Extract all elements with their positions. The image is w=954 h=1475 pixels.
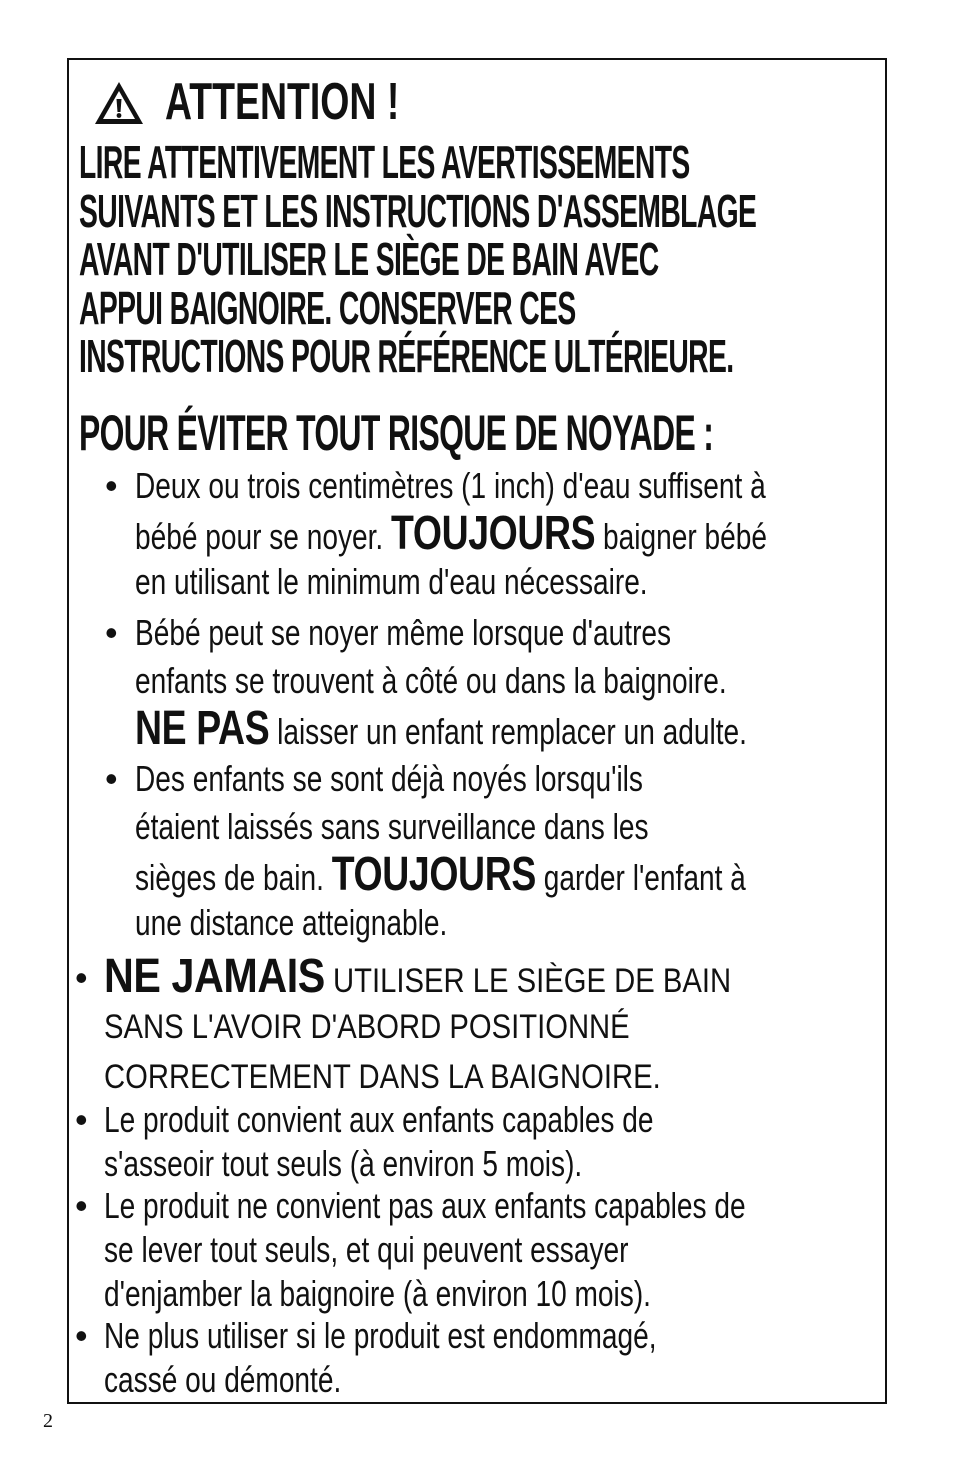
bullet-line <box>135 702 747 755</box>
bullet-marker: • <box>75 957 88 998</box>
line-text: Le produit ne convient pas aux enfants capables de <box>104 1185 746 1226</box>
bullet-line <box>104 952 731 1002</box>
line-text: Bébé peut se noyer même lorsque d'autres <box>135 612 672 653</box>
emphasis-keyword: TOUJOURS <box>331 848 536 901</box>
drowning-heading: POUR ÉVITER TOUT RISQUE DE NOYADE : <box>79 405 714 461</box>
intro-line: APPUI BAIGNOIRE. CONSERVER CES <box>79 281 576 334</box>
page-number: 2 <box>43 1410 53 1432</box>
bullet-line <box>135 558 767 606</box>
line-text: Des enfants se sont déjà noyés lorsqu'ils <box>135 758 643 799</box>
intro-line: LIRE ATTENTIVEMENT LES AVERTISSEMENTS <box>79 136 690 188</box>
bullet-marker: • <box>105 465 118 506</box>
bullet-text <box>104 1314 657 1402</box>
bullet-marker: • <box>105 758 118 799</box>
bullet-line <box>104 1098 654 1142</box>
warning-triangle-icon <box>93 80 145 126</box>
line-text: sièges de bain. <box>135 857 332 898</box>
line-text: d'enjamber la baignoire (à environ 10 mois). <box>104 1273 651 1314</box>
bullet-marker: • <box>75 1315 88 1356</box>
intro-line: INSTRUCTIONS POUR RÉFÉRENCE ULTÉRIEURE. <box>79 330 734 382</box>
bullet-text <box>135 462 767 606</box>
line-text: SANS L'AVOIR D'ABORD POSITIONNÉ <box>104 1008 630 1046</box>
line-text: s'asseoir tout seuls (à environ 5 mois). <box>104 1143 583 1184</box>
emphasis-keyword: NE JAMAIS <box>104 950 325 1003</box>
bullet-line <box>104 1052 731 1102</box>
line-text: baigner bébé <box>595 516 768 557</box>
bullet-line <box>135 803 746 851</box>
bullet-marker: • <box>75 1099 88 1140</box>
bullet-line <box>104 1314 657 1358</box>
bullet-line <box>104 1228 746 1272</box>
bullet-line <box>135 755 746 803</box>
bullet-marker: • <box>75 1185 88 1226</box>
emphasis-keyword: NE PAS <box>135 702 270 755</box>
warning-box <box>67 58 887 1404</box>
bullet-line <box>135 462 767 510</box>
bullet-line <box>135 507 768 560</box>
bullet-line <box>135 609 747 657</box>
line-text: Le produit convient aux enfants capables de <box>104 1099 654 1140</box>
bullet-line <box>104 1184 746 1228</box>
intro-text <box>79 138 756 381</box>
bullet-line <box>104 1272 746 1316</box>
line-text: Ne plus utiliser si le produit est endommagé, <box>104 1315 657 1356</box>
bullet-line <box>104 1142 654 1186</box>
bullet-line <box>135 657 747 705</box>
bullet-text <box>104 1184 746 1316</box>
line-text: garder l'enfant à <box>535 857 746 898</box>
bullet-text <box>135 609 747 753</box>
warning-title: ATTENTION ! <box>165 73 400 131</box>
line-text: CORRECTEMENT DANS LA BAIGNOIRE. <box>104 1058 661 1096</box>
line-text: laisser un enfant remplacer un adulte. <box>269 711 747 752</box>
line-text: Deux ou trois centimètres (1 inch) d'eau suffisent à <box>135 465 766 506</box>
intro-line: SUIVANTS ET LES INSTRUCTIONS D'ASSEMBLAGE <box>79 184 757 237</box>
bullet-line <box>104 1358 657 1402</box>
bullet-line <box>104 1002 731 1052</box>
bullet-text <box>104 952 731 1102</box>
emphasis-keyword: TOUJOURS <box>391 507 596 560</box>
line-text: se lever tout seuls, et qui peuvent essayer <box>104 1229 629 1270</box>
line-text: en utilisant le minimum d'eau nécessaire. <box>135 561 648 602</box>
bullet-marker: • <box>105 612 118 653</box>
bullet-text <box>104 1098 654 1186</box>
line-text: une distance atteignable. <box>135 902 448 943</box>
bullet-text <box>135 755 746 947</box>
bullet-line <box>135 848 746 901</box>
line-text: étaient laissés sans surveillance dans les <box>135 806 649 847</box>
line-text: UTILISER LE SIÈGE DE BAIN <box>324 962 732 1000</box>
bullet-line <box>135 899 746 947</box>
line-text: cassé ou démonté. <box>104 1359 342 1400</box>
intro-line: AVANT D'UTILISER LE SIÈGE DE BAIN AVEC <box>79 233 659 285</box>
line-text: bébé pour se noyer. <box>135 516 392 557</box>
line-text: enfants se trouvent à côté ou dans la baignoire. <box>135 660 727 701</box>
